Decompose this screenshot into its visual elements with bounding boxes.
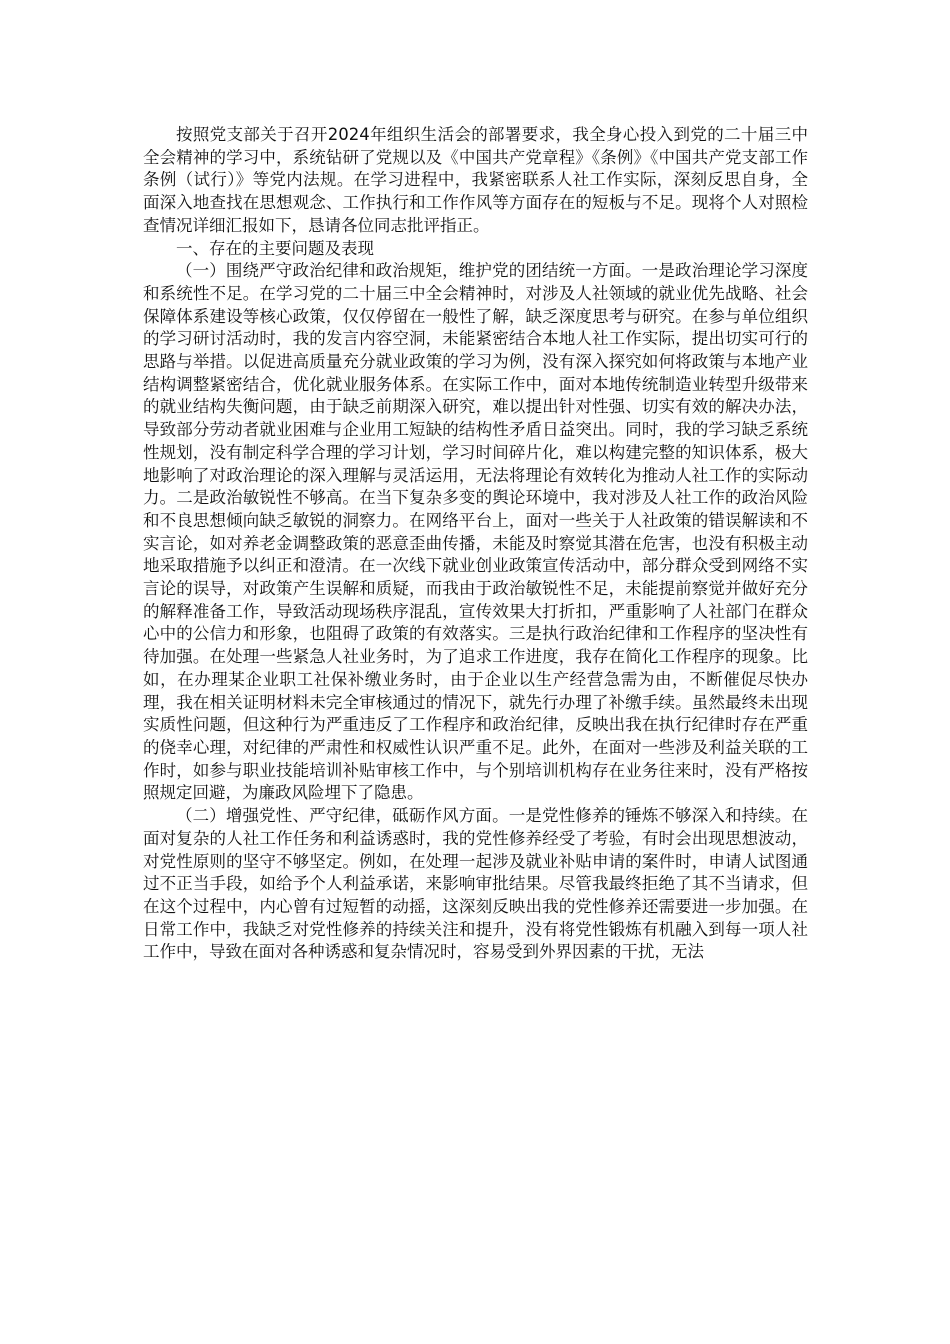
- paragraph-section-2: （二）增强党性、严守纪律，砥砺作风方面。一是党性修养的锤炼不够深入和持续。在面对复杂的人社工作任务和利益诱惑时，我的党性修养经受了考验，有时会出现思想波动，对党性原则的坚守不够坚定。例如，在处理一起涉及就业补贴申请的案件时，申请人试图通过不正当手段，如给予个人利益承诺，来影响审批结果。尽管我最终拒绝了其不当请求，但在这个过程中，内心曾有过短暂的动摇，这深刻反映出我的党性修养还需要进一步加强。在日常工作中，我缺乏对党性修养的持续关注和提升，没有将党性锻炼有机融入到每一项人社工作中，导致在面对各种诱惑和复杂情况时，容易受到外界因素的干扰，无法: [143, 806, 808, 962]
- paragraph-section-1: （一）围绕严守政治纪律和政治规矩，维护党的团结统一方面。一是政治理论学习深度和系统性不足。在学习党的二十届三中全会精神时，对涉及人社领域的就业优先战略、社会保障体系建设等核心政策，仅仅停留在一般性了解，缺乏深度思考与研究。在参与单位组织的学习研讨活动时，我的发言内容空洞，未能紧密结合本地人社工作实际，提出切实可行的思路与举措。以促进高质量充分就业政策的学习为例，没有深入探究如何将政策与本地产业结构调整紧密结合，优化就业服务体系。在实际工作中，面对本地传统制造业转型升级带来的就业结构失衡问题，由于缺乏前期深入研究，难以提出针对性强、切实有效的解决办法，导致部分劳动者就业困难与企业用工短缺的结构性矛盾日益突出。同时，我的学习缺乏系统性规划，没有制定科学合理的学习计划，学习时间碎片化，难以构建完整的知识体系，极大地影响了对政治理论的深入理解与灵活运用，无法将理论有效转化为推动人社工作的实际动力。二是政治敏锐性不够高。在当下复杂多变的舆论环境中，我对涉及人社工作的政治风险和不良思想倾向缺乏敏锐的洞察力。在网络平台上，面对一些关于人社政策的错误解读和不实言论，如对养老金调整政策的恶意歪曲传播，未能及时察觉其潜在危害，也没有积极主动地采取措施予以纠正和澄清。在一次线下就业创业政策宣传活动中，部分群众受到网络不实言论的误导，对政策产生误解和质疑，而我由于政治敏锐性不足，未能提前察觉并做好充分的解释准备工作，导致活动现场秩序混乱，宣传效果大打折扣，严重影响了人社部门在群众心中的公信力和形象，也阻碍了政策的有效落实。三是执行政治纪律和工作程序的坚决性有待加强。在处理一些紧急人社业务时，为了追求工作进度，我存在简化工作程序的现象。比如，在办理某企业职工社保补缴业务时，由于企业以生产经营急需为由，不断催促尽快办理，我在相关证明材料未完全审核通过的情况下，就先行办理了补缴手续。虽然最终未出现实质性问题，但这种行为严重违反了工作程序和政治纪律，反映出我在执行纪律时存在严重的侥幸心理，对纪律的严肃性和权威性认识严重不足。此外，在面对一些涉及利益关联的工作时，如参与职业技能培训补贴审核工作中，与个别培训机构存在业务往来时，没有严格按照规定回避，为廉政风险埋下了隐患。: [143, 261, 808, 803]
- section-heading: 一、存在的主要问题及表现: [176, 238, 374, 258]
- document-body: [143, 124, 808, 964]
- paragraph-intro: 按照党支部关于召开2024年组织生活会的部署要求，我全身心投入到党的二十届三中全会精神的学习中，系统钻研了党规以及《中国共产党章程》《条例》《中国共产党支部工作条例（试行）》等党内法规。在学习进程中，我紧密联系人社工作实际，深刻反思自身，全面深入地查找在思想观念、工作执行和工作作风等方面存在的短板与不足。现将个人对照检查情况详细汇报如下，恳请各位同志批评指正。: [143, 125, 808, 235]
